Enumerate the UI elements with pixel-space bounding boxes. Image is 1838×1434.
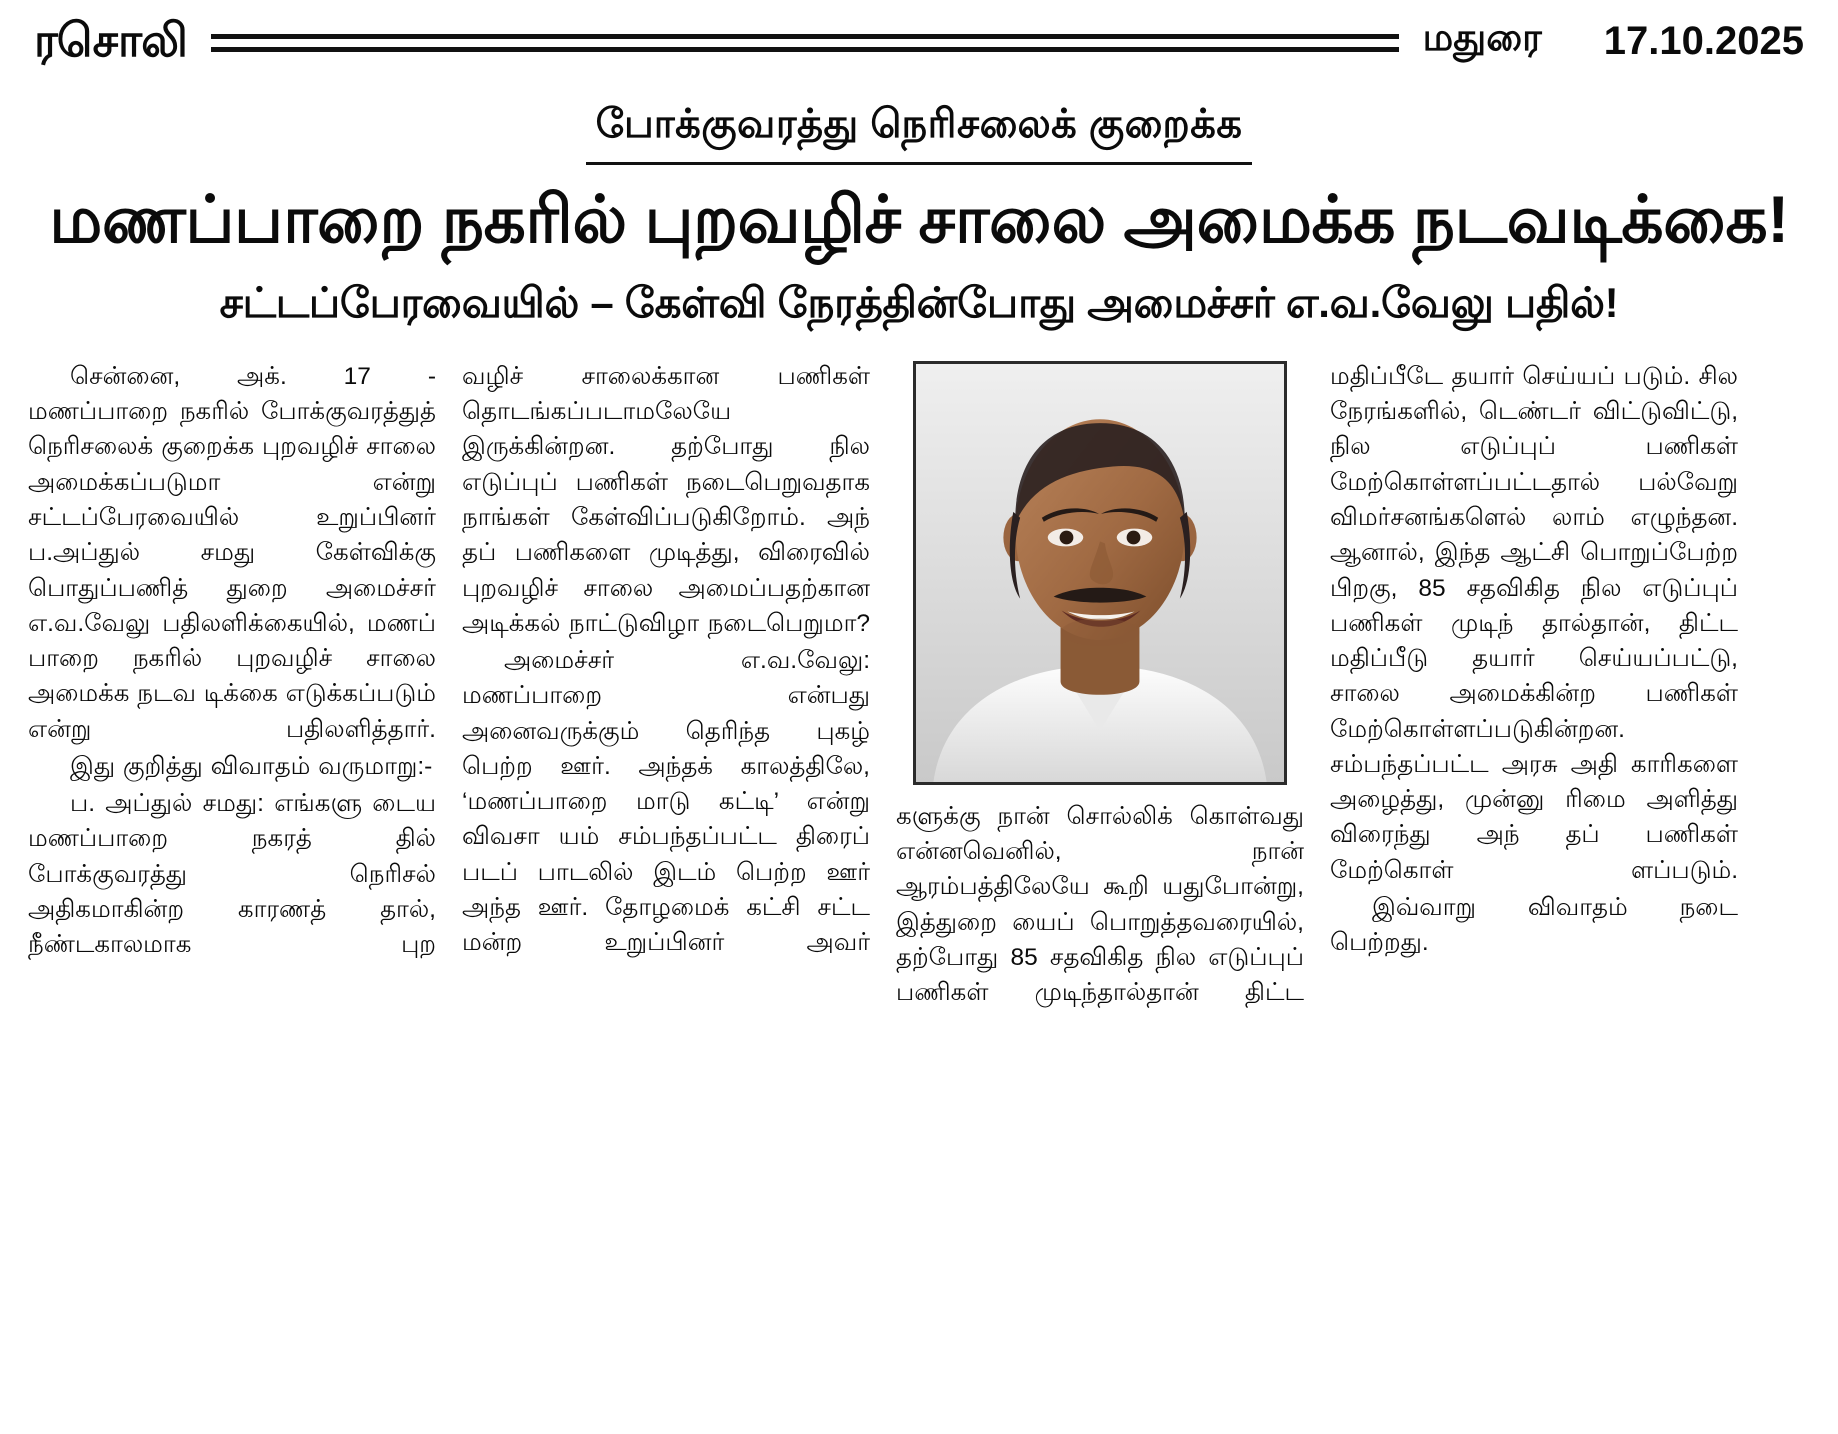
kicker-wrapper: [28, 102, 1810, 165]
column-3: [896, 359, 1304, 1239]
paragraph: அமைச்சர் எ.வ.வேலு: மணப்பாறை என்பது அனைவருக்கும் தெரிந்த புகழ் பெற்ற ஊர். அந்தக் காலத்திலே, ‘மணப்பாறை மாடு கட்டி’ என்று விவசா யம் சம்பந்தப்பட்ட திரைப் படப் பாடலில் இடம் பெற்ற ஊர் அந்த ஊர். தோழமைக் கட்சி சட்ட மன்ற உறுப்பினர் அவர்: [462, 647, 870, 957]
masthead: [28, 0, 1810, 86]
masthead-date: 17.10.2025: [1603, 18, 1804, 63]
paragraph: ப. அப்துல் சமது: எங்களு டைய மணப்பாறை நகரத் தில் போக்குவரத்து நெரிசல் அதிகமாகின்ற காரணத் தால், நீண்டகாலமாக புற: [28, 790, 436, 959]
paragraph: மதிப்பீடே தயார் செய்யப் படும். சில நேரங்களில், டெண்டர் விட்டுவிட்டு, நில எடுப்புப் பணிகள் மேற்கொள்ளப்பட்டதால் பல்வேறு விமர்சனங்களெல் லாம் எழுந்தன. ஆனால், இந்த ஆட்சி பொறுப்பேற்ற பிறகு, 85 சதவிகித நில எடுப்புப் பணிகள் முடிந் தால்தான், திட்ட மதிப்பீடு தயார் செய்யப்பட்டு, சாலை அமைக்கின்ற பணிகள் மேற்கொள்ளப்படுகின்றன. சம்பந்தப்பட்ட அரசு அதி காரிகளை அழைத்து, முன்னு ரிமை அளித்து விரைந்து அந் தப் பணிகள் மேற்கொள் ளப்படும்.: [1330, 362, 1738, 884]
paragraph: இது குறித்து விவாதம் வருமாறு:-: [70, 752, 433, 780]
minister-portrait: [913, 361, 1287, 785]
paragraph: களுக்கு நான் சொல்லிக் கொள்வது என்னவெனில், நான் ஆரம்பத்திலேயே கூறி யதுபோன்று, இத்துறை யைப் பொறுத்தவரையில், தற்போது 85 சதவிகித நில எடுப்புப் பணிகள் முடிந்தால்தான் திட்ட: [896, 802, 1304, 1007]
article-headline: மணப்பாறை நகரில் புறவழிச் சாலை அமைக்க நடவடிக்கை!: [49, 182, 1789, 256]
masthead-title: ரசொலி: [34, 14, 187, 66]
paragraph: சென்னை, அக். 17 - மணப்பாறை நகரில் போக்குவரத்துத் நெரிசலைக் குறைக்க புறவழிச் சாலை அமைக்கப்படுமா என்று சட்டப்பேரவையில் உறுப்பினர் ப.அப்துல் சமது கேள்விக்கு பொதுப்பணித் துறை அமைச்சர் எ.வ.வேலு பதிலளிக்கையில், மணப் பாறை நகரில் புறவழிச் சாலை அமைக்க நடவ டிக்கை எடுக்கப்படும் என்று பதிலளித்தார்.: [28, 362, 436, 743]
paragraph: இவ்வாறு விவாதம் நடை பெற்றது.: [1330, 893, 1738, 957]
column-4: [1330, 359, 1738, 1239]
article-body: [28, 359, 1810, 1239]
column-1: [28, 359, 436, 1239]
double-rule-divider-icon: [211, 34, 1399, 52]
column-2: [462, 359, 870, 1239]
masthead-edition: மதுரை: [1422, 17, 1542, 59]
article-kicker: போக்குவரத்து நெரிசலைக் குறைக்க: [586, 102, 1253, 165]
paragraph: வழிச் சாலைக்கான பணிகள் தொடங்கப்படாமலேயே இருக்கின்றன. தற்போது நில எடுப்புப் பணிகள் நடைபெறுவதாக நாங்கள் கேள்விப்படுகிறோம். அந் தப் பணிகளை முடித்து, விரைவில் புறவழிச் சாலை அமைப்பதற்கான அடிக்கல் நாட்டுவிழா நடைபெறுமா?: [462, 362, 870, 637]
column-3-text: [896, 799, 1304, 1011]
article-subhead: சட்டப்பேரவையில் – கேள்வி நேரத்தின்போது அமைச்சர் எ.வ.வேலு பதில்!: [219, 278, 1619, 326]
